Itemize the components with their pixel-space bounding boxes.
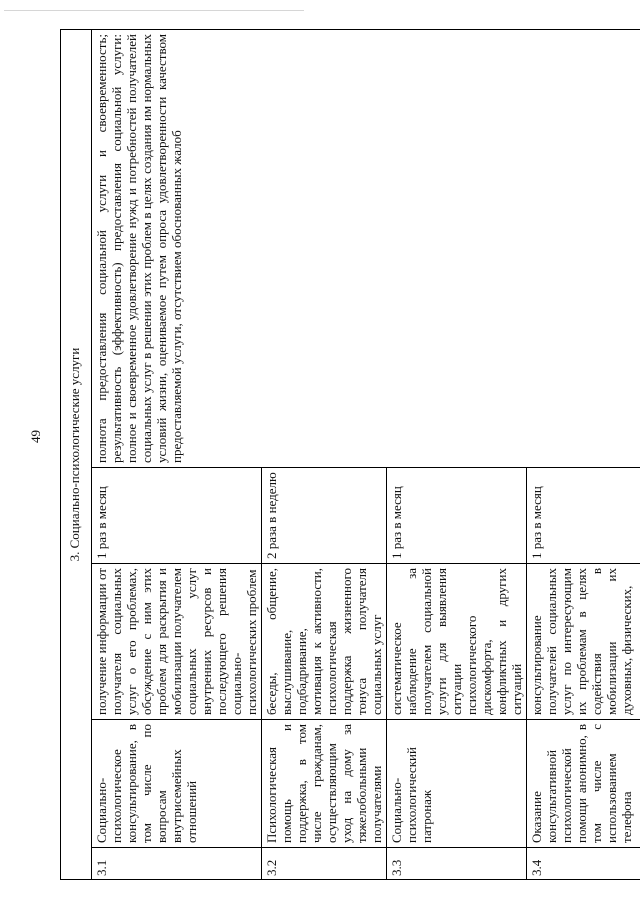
service-description: консультирование получателей социальных услуг по интересующим их проблемам в целях содействия в мобилизации их духовных, физических, — [527, 564, 640, 720]
scan-artifact-line — [4, 10, 304, 11]
service-name: Социально-психологическое консультирование, в том числе по вопросам внутрисемейных отношений — [92, 720, 262, 848]
service-name: Психологическая помощь и поддержка, в том числе гражданам, осуществляющим уход на дому за тяжелобольными получателями — [262, 720, 387, 848]
table-row — [92, 30, 262, 880]
service-description: систематическое наблюдение за получателем социальной услуги для выявления ситуации психологического дискомфорта, конфликтных и других ситуаций — [387, 564, 527, 720]
service-description: беседы, общение, выслушивание, подбадривание, мотивация к активности, психологическая поддержка жизненного тонуса получателя социальных услуг — [262, 564, 387, 720]
section-title: 3. Социально-психологические услуги — [61, 30, 92, 880]
row-number: 3.1 — [92, 848, 262, 880]
services-table — [60, 29, 640, 880]
row-number: 3.2 — [262, 848, 387, 880]
row-number: 3.3 — [387, 848, 527, 880]
service-name: Социально-психологический патронаж — [387, 720, 527, 848]
service-name: Оказание консультативной психологической помощи анонимно, в том числе с использованием телефона — [527, 720, 640, 848]
document-table-rotated — [60, 30, 634, 880]
page-number: 49 — [28, 430, 43, 443]
service-description: получение информации от получателя социальных услуг о его проблемах, обсуждение с ним этих проблем для раскрытия и мобилизации получателем социальных услуг внутренних ресурсов и последующего решения социально-психологических проблем — [92, 564, 262, 720]
service-frequency: 2 раза в неделю — [262, 468, 387, 564]
service-frequency: 1 раз в месяц — [527, 468, 640, 564]
row-number: 3.4 — [527, 848, 640, 880]
service-frequency: 1 раз в месяц — [92, 468, 262, 564]
quality-indicators: полнота предоставления социальной услуги и своевременность; результативность (эффективность) предоставления социальной услуги: полное и своевременное удовлетворение нужд и потребностей получателей социальных услуг в решении этих проблем в целях создания им нормальных условий жизни, оцениваемое путем опроса удовлетворенности качеством предоставляемой услуги, отсутствием обоснованных жалоб — [92, 30, 640, 468]
service-frequency: 1 раз в месяц — [387, 468, 527, 564]
